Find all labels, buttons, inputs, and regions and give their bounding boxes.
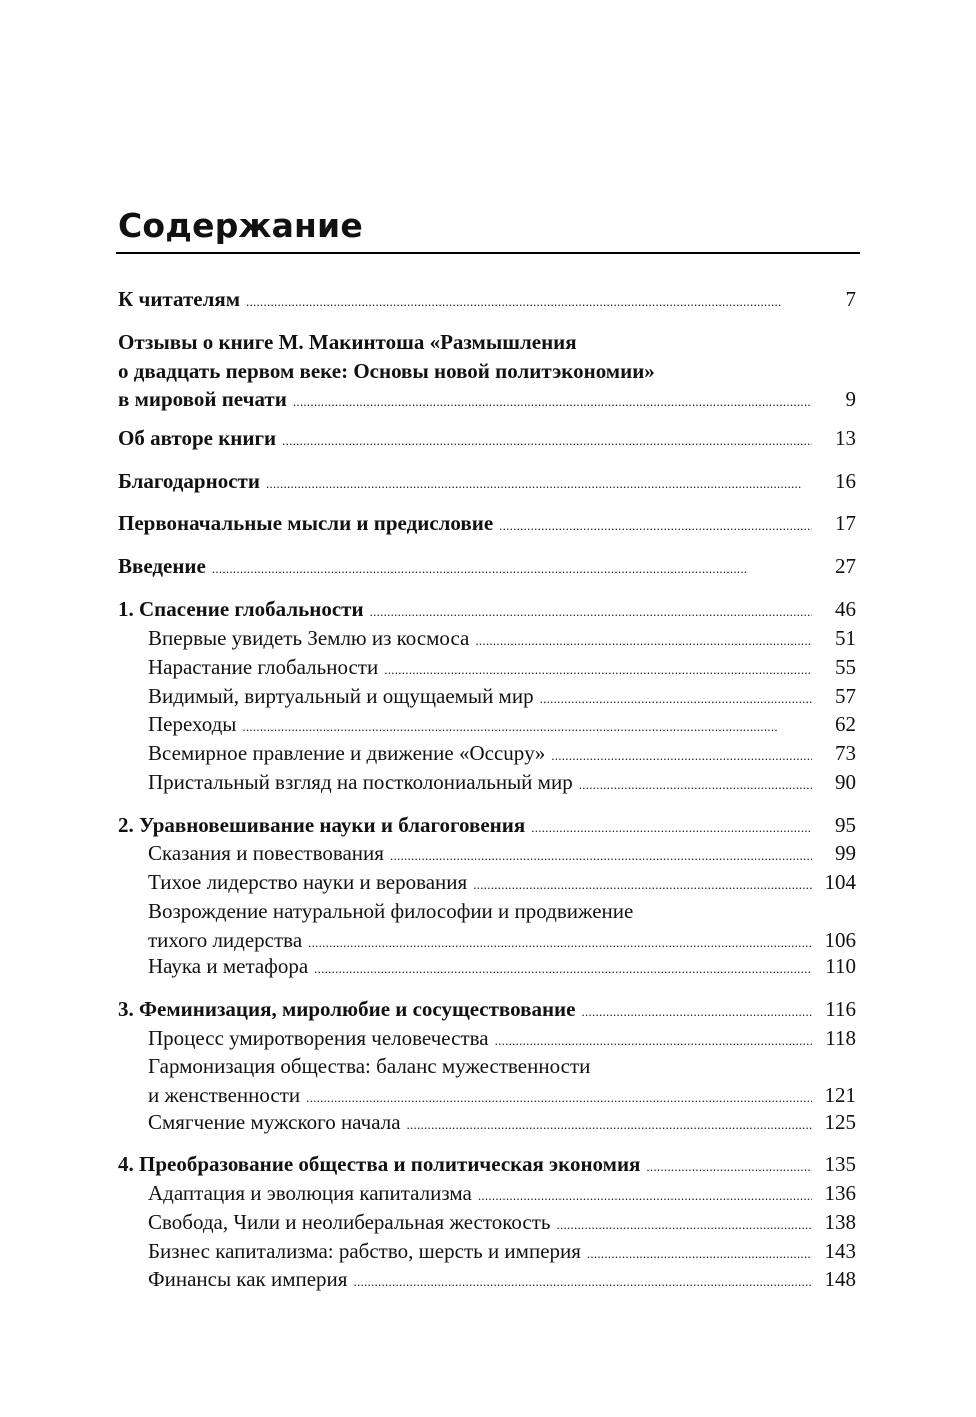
toc-entry-row: [118, 467, 856, 496]
toc-entry-title: Введение: [118, 554, 206, 578]
toc-entry[interactable]: [118, 811, 856, 840]
toc-entry[interactable]: [118, 1150, 856, 1179]
toc-page-number: 46: [835, 597, 856, 621]
toc-entry-title: 4. Преобразование общества и политическая экономия: [118, 1152, 641, 1176]
page-title: Содержание: [118, 206, 363, 245]
dot-leader: [557, 1208, 813, 1240]
toc-entry-row: [118, 1150, 856, 1179]
toc-entry-row: [118, 1208, 856, 1237]
toc-entry-title: Адаптация и эволюция капитализма: [148, 1181, 472, 1205]
toc-entry-row: [118, 768, 856, 797]
toc-entry-row: [118, 995, 856, 1024]
toc-page-number: 9: [845, 387, 856, 412]
toc-entry-title: Финансы как империя: [148, 1267, 348, 1291]
dot-leader: [390, 839, 812, 871]
dot-leader: [282, 424, 812, 456]
toc-entry-row: [118, 1024, 856, 1053]
toc-page-number: 138: [824, 1210, 856, 1234]
toc-entry-row: [118, 653, 856, 682]
toc-entry-title: и женственности: [148, 1082, 301, 1107]
toc-entry-row: [118, 424, 856, 453]
toc-entry-row: [118, 682, 856, 711]
toc-page-number: 106: [824, 927, 856, 952]
toc-entry-row: [118, 1237, 856, 1266]
toc-entry-title: Видимый, виртуальный и ощущаемый мир: [148, 684, 534, 708]
toc-page-number: 121: [824, 1082, 856, 1107]
toc-entry-title: в мировой печати: [118, 387, 287, 412]
toc-page-number: 57: [835, 684, 856, 708]
toc-page-number: 135: [824, 1152, 856, 1176]
toc-page-number: 104: [824, 870, 856, 894]
toc-entry[interactable]: [118, 624, 856, 653]
toc-entry-title: Всемирное правление и движение «Occupy»: [148, 741, 546, 765]
toc-page-number: 73: [835, 741, 856, 765]
toc-entry-row: [118, 624, 856, 653]
toc-entry-title: Свобода, Чили и неолиберальная жестокость: [148, 1210, 551, 1234]
toc-page-number: 51: [835, 626, 856, 650]
dot-leader: [581, 995, 812, 1027]
toc-entry[interactable]: [118, 739, 856, 768]
dot-leader: [407, 1108, 812, 1140]
toc-entry-title: К читателям: [118, 287, 241, 311]
toc-entry[interactable]: [118, 710, 856, 739]
dot-leader: [540, 682, 812, 714]
toc-entry-row: [118, 739, 856, 768]
toc-entry-row: [118, 1179, 856, 1208]
toc-entry-title-line: Отзывы о книге М. Макинтоша «Размышления: [118, 330, 577, 354]
dot-leader: [353, 1265, 812, 1297]
toc-entry[interactable]: [118, 328, 856, 414]
dot-leader: [646, 1150, 812, 1182]
dot-leader: [499, 509, 812, 541]
toc-entry-title: Благодарности: [118, 469, 260, 493]
toc-entry[interactable]: [118, 424, 856, 453]
toc-entry-row: [118, 926, 856, 955]
dot-leader: [587, 1237, 812, 1269]
toc-entry[interactable]: [118, 952, 856, 981]
toc-entry-title: Пристальный взгляд на постколониальный мир: [148, 770, 573, 794]
toc-entry-row: [118, 1265, 856, 1294]
dot-leader: [212, 552, 812, 584]
toc-entry-row: [118, 868, 856, 897]
toc-page-number: 90: [835, 770, 856, 794]
toc-entry[interactable]: [118, 552, 856, 581]
toc-entry-row: [118, 385, 856, 414]
dot-leader: [473, 868, 812, 900]
toc-entry[interactable]: [118, 1052, 856, 1109]
toc-entry-row: [118, 285, 856, 314]
dot-leader: [293, 385, 812, 417]
toc-entry[interactable]: [118, 897, 856, 954]
toc-page-number: 118: [825, 1026, 856, 1050]
toc-entry-row: [118, 811, 856, 840]
toc-entry-title: тихого лидерства: [148, 927, 303, 952]
toc-entry-row: [118, 1081, 856, 1110]
toc-entry-title: Об авторе книги: [118, 426, 277, 450]
toc-entry-row: [118, 552, 856, 581]
toc-entry-title: Нарастание глобальности: [148, 655, 379, 679]
toc-entry[interactable]: [118, 1237, 856, 1266]
toc-page-number: 17: [835, 511, 856, 535]
toc-entry-title: 2. Уравновешивание науки и благоговения: [118, 813, 526, 837]
toc-entry-row: [118, 595, 856, 624]
toc-entry-row: [118, 509, 856, 538]
dot-leader: [384, 653, 812, 685]
dot-leader: [370, 595, 812, 627]
toc-entry[interactable]: [118, 1208, 856, 1237]
toc-entry-title: Переходы: [148, 712, 237, 736]
toc-entry[interactable]: [118, 995, 856, 1024]
toc-entry[interactable]: [118, 595, 856, 624]
toc-entry[interactable]: [118, 868, 856, 897]
toc-page-number: 110: [825, 954, 856, 978]
toc-entry-title: 3. Феминизация, миролюбие и сосуществование: [118, 997, 576, 1021]
dot-leader: [579, 768, 812, 800]
toc-entry-title-line: о двадцать первом веке: Основы новой политэкономии»: [118, 358, 655, 383]
toc-page-number: 95: [835, 813, 856, 837]
toc-entry-row: [118, 1108, 856, 1137]
toc-entry[interactable]: [118, 1265, 856, 1294]
dot-leader: [266, 467, 812, 499]
toc-entry[interactable]: [118, 1108, 856, 1137]
dot-leader: [495, 1024, 812, 1056]
dot-leader: [531, 811, 812, 843]
toc-page-number: 136: [824, 1181, 856, 1205]
toc-entry-title-line: Гармонизация общества: баланс мужественности: [148, 1054, 591, 1078]
toc-entry-title-line: Возрождение натуральной философии и продвижение: [148, 899, 634, 923]
toc-entry-row: [118, 710, 856, 739]
toc-entry[interactable]: [118, 653, 856, 682]
toc-page-number: 27: [835, 554, 856, 578]
toc-entry-row: [118, 952, 856, 981]
toc-entry[interactable]: [118, 682, 856, 711]
toc-entry-title: Тихое лидерство науки и верования: [148, 870, 468, 894]
toc-page-number: 16: [835, 469, 856, 493]
toc-page-number: 148: [824, 1267, 856, 1291]
toc-page-number: 99: [835, 841, 856, 865]
toc-entry-title: Наука и метафора: [148, 954, 309, 978]
dot-leader: [246, 285, 812, 317]
dot-leader: [242, 710, 812, 742]
toc-entry-title: Сказания и повествования: [148, 841, 384, 865]
toc-entry[interactable]: [118, 1024, 856, 1053]
toc-entry-row: [118, 839, 856, 868]
toc-entry-title: Первоначальные мысли и предисловие: [118, 511, 494, 535]
toc-page-number: 116: [825, 997, 856, 1021]
dot-leader: [475, 624, 812, 656]
toc-page-number: 7: [845, 287, 856, 311]
toc-entry-title: Впервые увидеть Землю из космоса: [148, 626, 470, 650]
toc-page-number: 62: [835, 712, 856, 736]
toc-page-number: 143: [824, 1239, 856, 1263]
toc-entry[interactable]: [118, 1179, 856, 1208]
toc-page-number: 13: [835, 426, 856, 450]
toc-page-number: 55: [835, 655, 856, 679]
toc-entry[interactable]: [118, 285, 856, 314]
title-rule: [116, 252, 860, 254]
toc-entry[interactable]: [118, 509, 856, 538]
toc-entry[interactable]: [118, 467, 856, 496]
toc-entry-title: 1. Спасение глобальности: [118, 597, 364, 621]
toc-entry-title: Процесс умиротворения человечества: [148, 1026, 489, 1050]
dot-leader: [314, 952, 812, 984]
dot-leader: [478, 1179, 812, 1211]
toc-entry[interactable]: [118, 768, 856, 797]
toc-entry[interactable]: [118, 839, 856, 868]
dot-leader: [551, 739, 812, 771]
toc-entry-title: Бизнес капитализма: рабство, шерсть и империя: [148, 1239, 581, 1263]
toc-entry-title: Смягчение мужского начала: [148, 1110, 401, 1134]
toc-page-number: 125: [824, 1110, 856, 1134]
